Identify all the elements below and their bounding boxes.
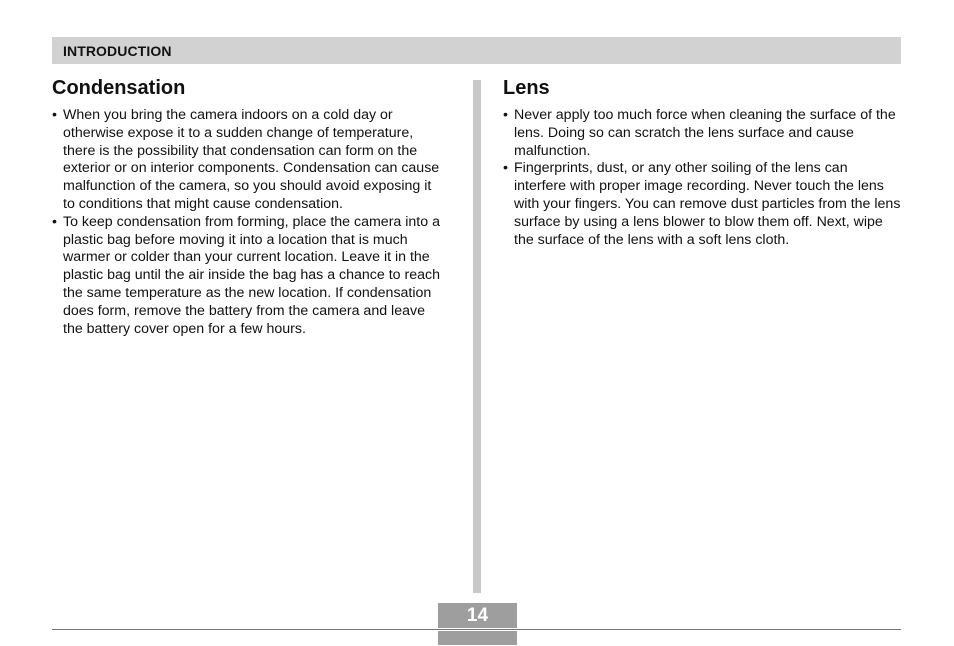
condensation-heading: Condensation (52, 77, 186, 99)
list-item (52, 107, 447, 214)
lens-section (503, 76, 903, 249)
page-number-tab-base (438, 631, 517, 645)
list-item-text: To keep condensation from forming, place the camera into a plastic bag before moving it into a location that is much warmer or colder than your current location. Leave it in the plastic bag until the air inside the bag has a chance to reach the same temperature as the new location. If condensation does form, remove the battery from the camera and leave the battery cover open for a few hours. (63, 213, 441, 337)
lens-heading: Lens (503, 77, 550, 99)
bullet-icon: • (503, 160, 508, 177)
footer-divider (52, 629, 901, 630)
bullet-icon: • (52, 107, 57, 123)
page-number: 14 (438, 603, 517, 628)
column-divider (473, 80, 481, 593)
bullet-icon: • (503, 107, 508, 123)
condensation-list (52, 107, 447, 338)
bullet-icon: • (52, 213, 57, 230)
lens-list (503, 107, 903, 249)
section-title: INTRODUCTION (63, 43, 172, 59)
list-item (503, 160, 903, 249)
section-header-bar (52, 37, 901, 64)
list-item (52, 214, 447, 339)
condensation-section (52, 76, 447, 338)
list-item-text: Never apply too much force when cleaning the surface of the lens. Doing so can scratch the lens surface and cause malfunction. (514, 107, 896, 159)
list-item-text: Fingerprints, dust, or any other soiling of the lens can interfere with proper image recording. Never touch the lens with your fingers. You can remove dust particles from the lens surface by using a lens blower to blow them off. Next, wipe the surface of the lens with a soft lens cloth. (514, 160, 901, 248)
list-item-text: When you bring the camera indoors on a cold day or otherwise expose it to a sudden change of temperature, there is the possibility that condensation can form on the exterior or on interior components. Condensation can cause malfunction of the camera, so you should avoid exposing it to conditions that might cause condensation. (63, 107, 440, 212)
list-item (503, 107, 903, 160)
